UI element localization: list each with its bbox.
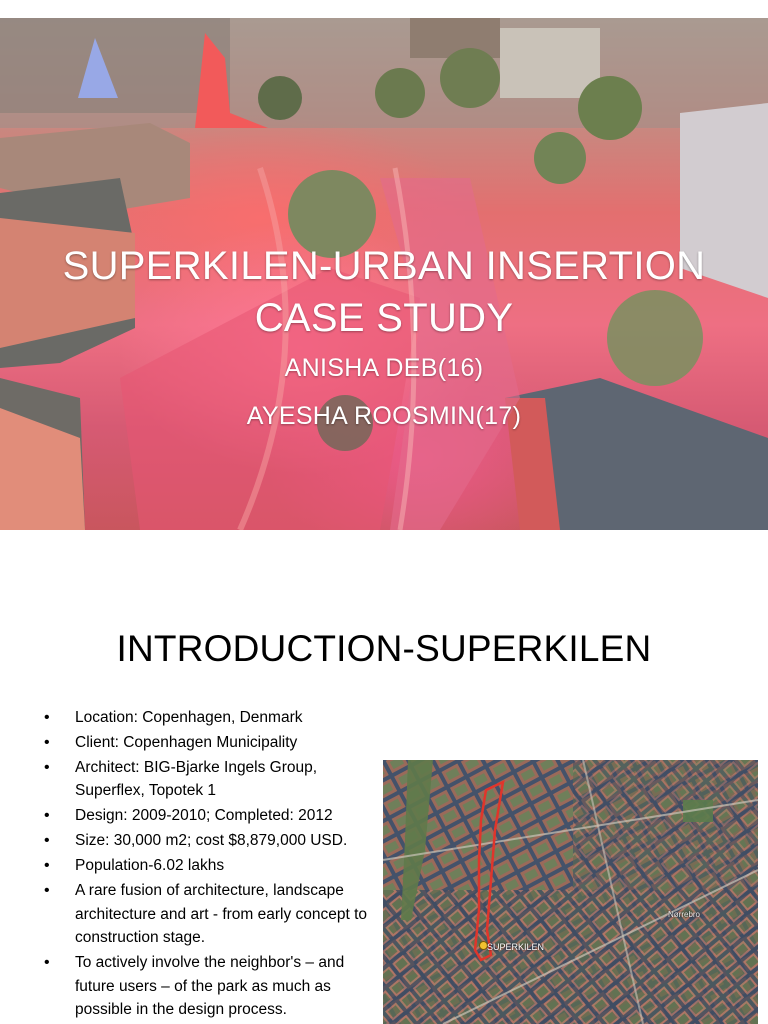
bullet-text: Location: Copenhagen, Denmark (75, 709, 303, 726)
bullet-text: To actively involve the neighbor's – and future users – of the park as much as possible in the design process. (75, 954, 345, 1019)
bullet-text: Architect: BIG-Bjarke Ingels Group, Superflex, Topotek 1 (75, 759, 318, 800)
bullet-text: A rare fusion of architecture, landscape architecture and art - from early concept to construction stage. (75, 882, 368, 947)
satellite-map-image (383, 760, 758, 1024)
author-2: AYESHA ROOSMIN(17) (246, 402, 522, 430)
bullet-icon: • (44, 807, 50, 825)
introduction-slide (0, 548, 768, 1024)
map-label-norrebro: Nørrebro (668, 910, 701, 919)
list-item (44, 756, 379, 803)
bullet-icon: • (44, 857, 50, 875)
satellite-map-graphic (383, 760, 758, 1024)
bullet-icon: • (44, 759, 50, 776)
map-label-superkilen: SUPERKILEN (487, 942, 545, 952)
introduction-title: INTRODUCTION-SUPERKILEN (116, 628, 652, 669)
list-item (44, 706, 379, 729)
bullet-text: Design: 2009-2010; Completed: 2012 (75, 807, 333, 825)
bullet-text: Size: 30,000 m2; cost $8,879,000 USD. (75, 832, 348, 850)
list-item (44, 951, 379, 1021)
bullet-text: Client: Copenhagen Municipality (75, 734, 298, 751)
list-item (44, 804, 379, 827)
author-1: ANISHA DEB(16) (284, 354, 484, 382)
title-slide (0, 18, 768, 530)
bullet-icon: • (44, 882, 50, 900)
bullet-text: Population-6.02 lakhs (75, 857, 225, 875)
list-item (44, 829, 379, 852)
title-slide-heading (0, 240, 768, 344)
bullet-list (44, 706, 379, 1023)
bullet-icon: • (44, 734, 50, 751)
title-line-1: SUPERKILEN-URBAN INSERTION (62, 244, 706, 288)
list-item (44, 854, 379, 877)
bullet-icon: • (44, 954, 50, 972)
title-line-2: CASE STUDY (254, 296, 514, 340)
bullet-icon: • (44, 832, 50, 850)
bullet-icon: • (44, 709, 50, 726)
list-item (44, 879, 379, 949)
list-item (44, 731, 379, 754)
